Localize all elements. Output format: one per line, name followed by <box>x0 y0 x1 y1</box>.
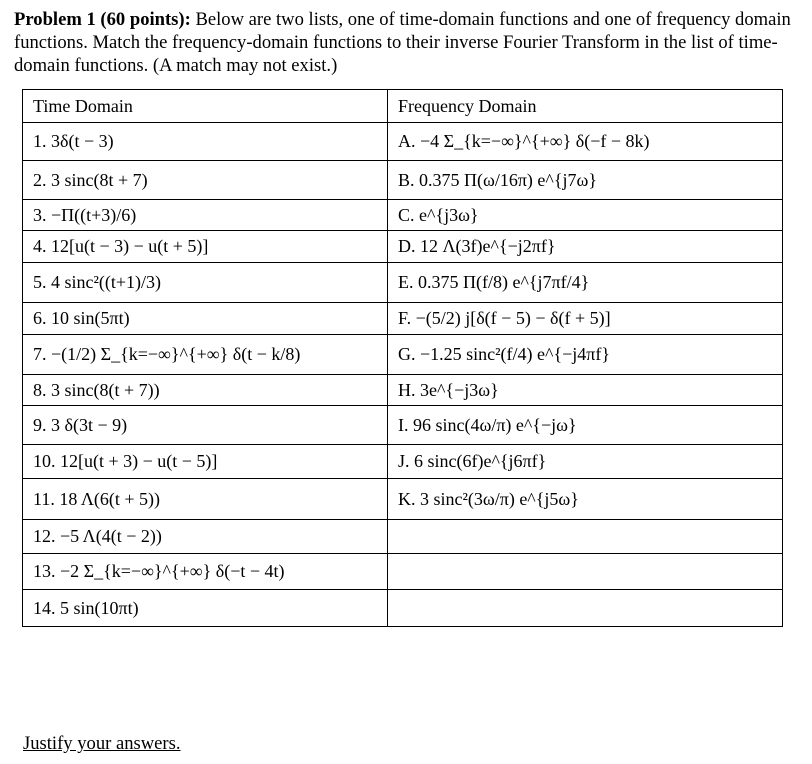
problem-heading: Problem 1 (60 points): <box>14 9 191 30</box>
time-domain-cell: 13. −2 Σ_{k=−∞}^{+∞} δ(−t − 4t) <box>23 554 388 590</box>
table-row <box>23 161 783 200</box>
table-row <box>23 445 783 479</box>
frequency-domain-header: Frequency Domain <box>388 90 783 123</box>
time-domain-cell: 10. 12[u(t + 3) − u(t − 5)] <box>23 445 388 479</box>
header-row <box>23 90 783 123</box>
time-domain-cell: 9. 3 δ(3t − 9) <box>23 406 388 445</box>
table-row <box>23 123 783 161</box>
table-row <box>23 200 783 231</box>
table-row <box>23 520 783 554</box>
table-row <box>23 590 783 627</box>
table-row <box>23 303 783 335</box>
matching-table <box>22 89 783 627</box>
problem-statement <box>14 8 799 77</box>
frequency-domain-cell: C. e^{j3ω} <box>388 200 783 231</box>
frequency-domain-cell: A. −4 Σ_{k=−∞}^{+∞} δ(−f − 8k) <box>388 123 783 161</box>
frequency-domain-cell: J. 6 sinc(6f)e^{j6πf} <box>388 445 783 479</box>
frequency-domain-cell: G. −1.25 sinc²(f/4) e^{−j4πf} <box>388 335 783 375</box>
frequency-domain-cell: I. 96 sinc(4ω/π) e^{−jω} <box>388 406 783 445</box>
problem-text: Below are two lists, one of time-domain functions and one of frequency domain functions. Match the frequency-domain functions to their inverse Fourier Transform in the list of time-domain functions. (A match may not exist.) <box>14 9 791 76</box>
frequency-domain-cell: F. −(5/2) j[δ(f − 5) − δ(f + 5)] <box>388 303 783 335</box>
time-domain-header: Time Domain <box>23 90 388 123</box>
time-domain-cell: 8. 3 sinc(8(t + 7)) <box>23 375 388 406</box>
frequency-domain-cell: K. 3 sinc²(3ω/π) e^{j5ω} <box>388 479 783 520</box>
time-domain-cell: 11. 18 Λ(6(t + 5)) <box>23 479 388 520</box>
time-domain-cell: 14. 5 sin(10πt) <box>23 590 388 627</box>
table-row <box>23 263 783 303</box>
frequency-domain-cell: B. 0.375 Π(ω/16π) e^{j7ω} <box>388 161 783 200</box>
frequency-domain-cell: H. 3e^{−j3ω} <box>388 375 783 406</box>
table-row <box>23 231 783 263</box>
table-row <box>23 554 783 590</box>
time-domain-cell: 4. 12[u(t − 3) − u(t + 5)] <box>23 231 388 263</box>
time-domain-cell: 5. 4 sinc²((t+1)/3) <box>23 263 388 303</box>
time-domain-cell: 1. 3δ(t − 3) <box>23 123 388 161</box>
frequency-domain-cell: E. 0.375 Π(f/8) e^{j7πf/4} <box>388 263 783 303</box>
table-row <box>23 335 783 375</box>
time-domain-cell: 7. −(1/2) Σ_{k=−∞}^{+∞} δ(t − k/8) <box>23 335 388 375</box>
frequency-domain-cell <box>388 590 783 627</box>
time-domain-cell: 3. −Π((t+3)/6) <box>23 200 388 231</box>
frequency-domain-cell: D. 12 Λ(3f)e^{−j2πf} <box>388 231 783 263</box>
frequency-domain-cell <box>388 520 783 554</box>
time-domain-cell: 12. −5 Λ(4(t − 2)) <box>23 520 388 554</box>
time-domain-cell: 2. 3 sinc(8t + 7) <box>23 161 388 200</box>
table-row <box>23 375 783 406</box>
time-domain-cell: 6. 10 sin(5πt) <box>23 303 388 335</box>
frequency-domain-cell <box>388 554 783 590</box>
table-row <box>23 479 783 520</box>
table-row <box>23 406 783 445</box>
justify-note: Justify your answers. <box>23 733 181 754</box>
